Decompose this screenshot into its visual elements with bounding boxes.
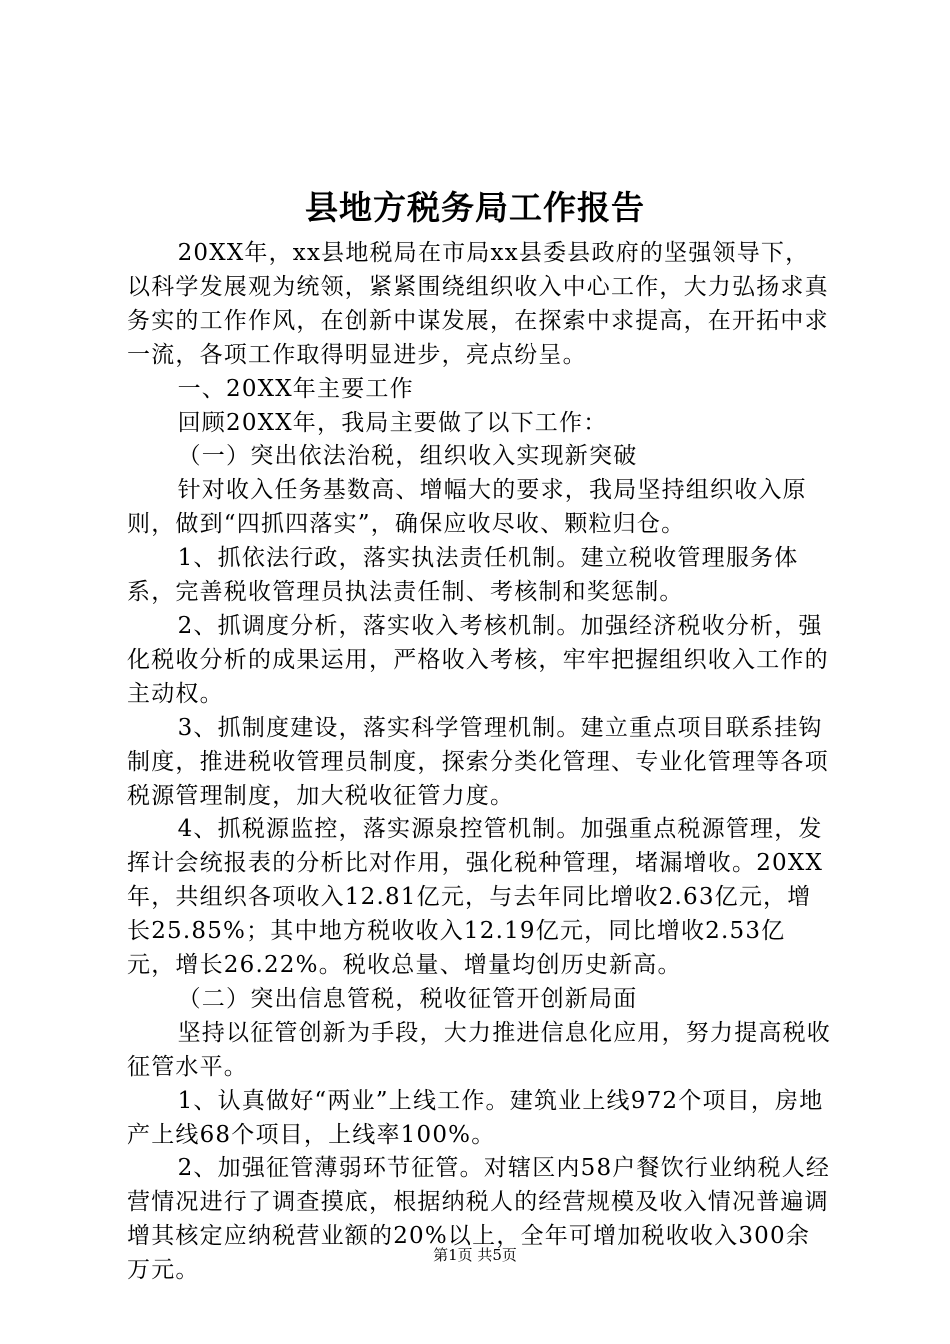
heading-section-2: （二）突出信息管税，税收征管开创新局面 [177, 985, 638, 1012]
heading-main-work: 一、20XX年主要工作 [177, 375, 414, 402]
document-body [127, 237, 831, 1288]
paragraph-section-2-intro: 坚持以征管创新为手段，大力推进信息化应用，努力提高税收征管水平。 [127, 1019, 831, 1080]
paragraph-intro: 20XX年，xx县地税局在市局xx县委县政府的坚强领导下，以科学发展观为统领，紧紧围绕组织收入中心工作，大力弘扬求真务实的工作作风，在创新中谋发展，在探索中求提高，在开拓中求一流，各项工作取得明显进步，亮点纷呈。 [127, 240, 829, 368]
paragraph-item-4: 4、抓税源监控，落实源泉控管机制。加强重点税源管理，发挥计会统报表的分析比对作用，强化税种管理，堵漏增收。20XX年，共组织各项收入12.81亿元，与去年同比增收2.63亿元，增长25.85%；其中地方税收收入12.19亿元，同比增收2.53亿元，增长26.22%。税收总量、增量均创历史新高。 [127, 816, 824, 979]
paragraph-item-2: 2、抓调度分析，落实收入考核机制。加强经济税收分析，强化税收分析的成果运用，严格收入考核，牢牢把握组织收入工作的主动权。 [127, 612, 829, 707]
paragraph-item-1: 1、抓依法行政，落实执法责任机制。建立税收管理服务体系，完善税收管理员执法责任制、考核制和奖惩制。 [127, 545, 799, 606]
paragraph-item-2-1: 1、认真做好“两业”上线工作。建筑业上线972个项目，房地产上线68个项目，上线率100%。 [127, 1087, 824, 1148]
heading-section-1: （一）突出依法治税，组织收入实现新突破 [177, 443, 638, 470]
paragraph-review: 回顾20XX年，我局主要做了以下工作： [177, 409, 608, 436]
paragraph-item-2-2: 2、加强征管薄弱环节征管。对辖区内58户餐饮行业纳税人经营情况进行了调查摸底，根据纳税人的经营规模及收入情况普遍调增其核定应纳税营业额的20%以上，全年可增加税收收入300余万元。 [127, 1155, 831, 1284]
page-number-footer: 第1页 共5页 [433, 1246, 517, 1264]
document-title: 县地方税务局工作报告 [305, 188, 645, 227]
paragraph-section-1-intro: 针对收入任务基数高、增幅大的要求，我局坚持组织收入原则，做到“四抓四落实”，确保应收尽收、颗粒归仓。 [127, 477, 807, 538]
paragraph-item-3: 3、抓制度建设，落实科学管理机制。建立重点项目联系挂钩制度，推进税收管理员制度，探索分类化管理、专业化管理等各项税源管理制度，加大税收征管力度。 [127, 714, 829, 809]
